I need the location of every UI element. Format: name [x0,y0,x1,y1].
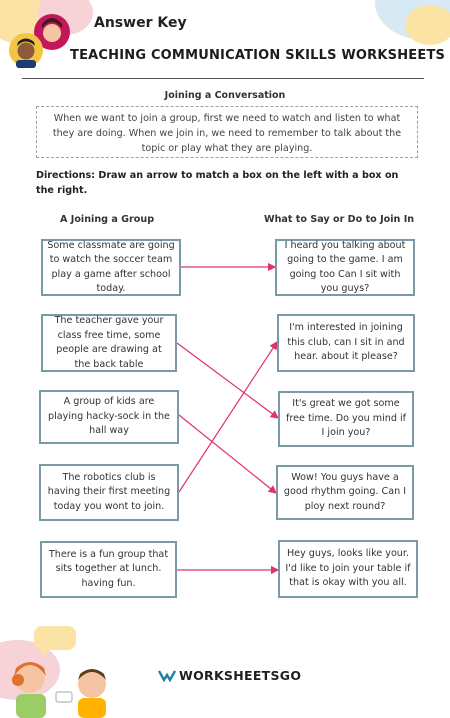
left-scenario-text: The robotics club is having their first meeting today you wont to join. [47,471,171,512]
left-scenario-text: Some classmate are going to watch the soccer team play a game after school today. [47,239,175,294]
right-response-box-4 [276,465,414,520]
match-arrow-2 [177,343,278,418]
right-response-box-2 [277,314,415,372]
right-response-text: Wow! You guys have a good rhythm going. Can I ploy next round? [283,471,407,512]
right-response-text: Hey guys, looks like your. I'd like to join your table if that is okay with you all. [285,548,411,589]
left-scenario-text: The teacher gave your class free time, some people are drawing at the back table [54,315,164,370]
worksheetsgo-logo [158,668,301,683]
right-column-heading: What to Say or Do to Join In [264,214,415,225]
right-response-box-5 [278,540,418,598]
left-scenario-box-2 [41,314,177,372]
match-arrow-4 [179,342,277,492]
right-response-text: I heard you talking about going to the game. I am going too Can I sit with you guys? [284,239,406,294]
left-scenario-box-1 [41,239,181,296]
left-scenario-box-3 [39,390,179,444]
right-response-box-1 [275,239,415,296]
logo-check-icon [158,669,176,682]
section-title: Joining a Conversation [164,90,286,101]
directions-text: Directions: Draw an arrow to match a box on the left with a box on the right. [36,170,399,196]
kids-illustration [0,618,135,718]
right-response-text: I'm interested in joining this club, can I sit in and hear. about it please? [287,322,405,363]
left-column-heading: A Joining a Group [60,214,155,225]
logo-text-prefix: WORKSHEETS [179,668,280,683]
right-response-box-3 [278,391,414,447]
left-scenario-text: There is a fun group that sits together at lunch. having fun. [48,548,169,589]
match-arrow-3 [179,415,276,493]
page-title: TEACHING COMMUNICATION SKILLS WORKSHEETS [70,48,446,63]
left-scenario-text: A group of kids are playing hacky-sock in the hall way [48,396,170,437]
left-scenario-box-4 [39,464,179,521]
answer-key-label: Answer Key [94,15,187,31]
intro-text: When we want to join a group, first we need to watch and listen to what they are doing. When we join in, we need to remember to talk about the topic or play what they are playing. [36,106,418,158]
logo-text-suffix: GO [279,668,302,683]
left-scenario-box-5 [40,541,177,598]
right-response-text: It's great we got some free time. Do you mind if I join you? [286,398,406,439]
